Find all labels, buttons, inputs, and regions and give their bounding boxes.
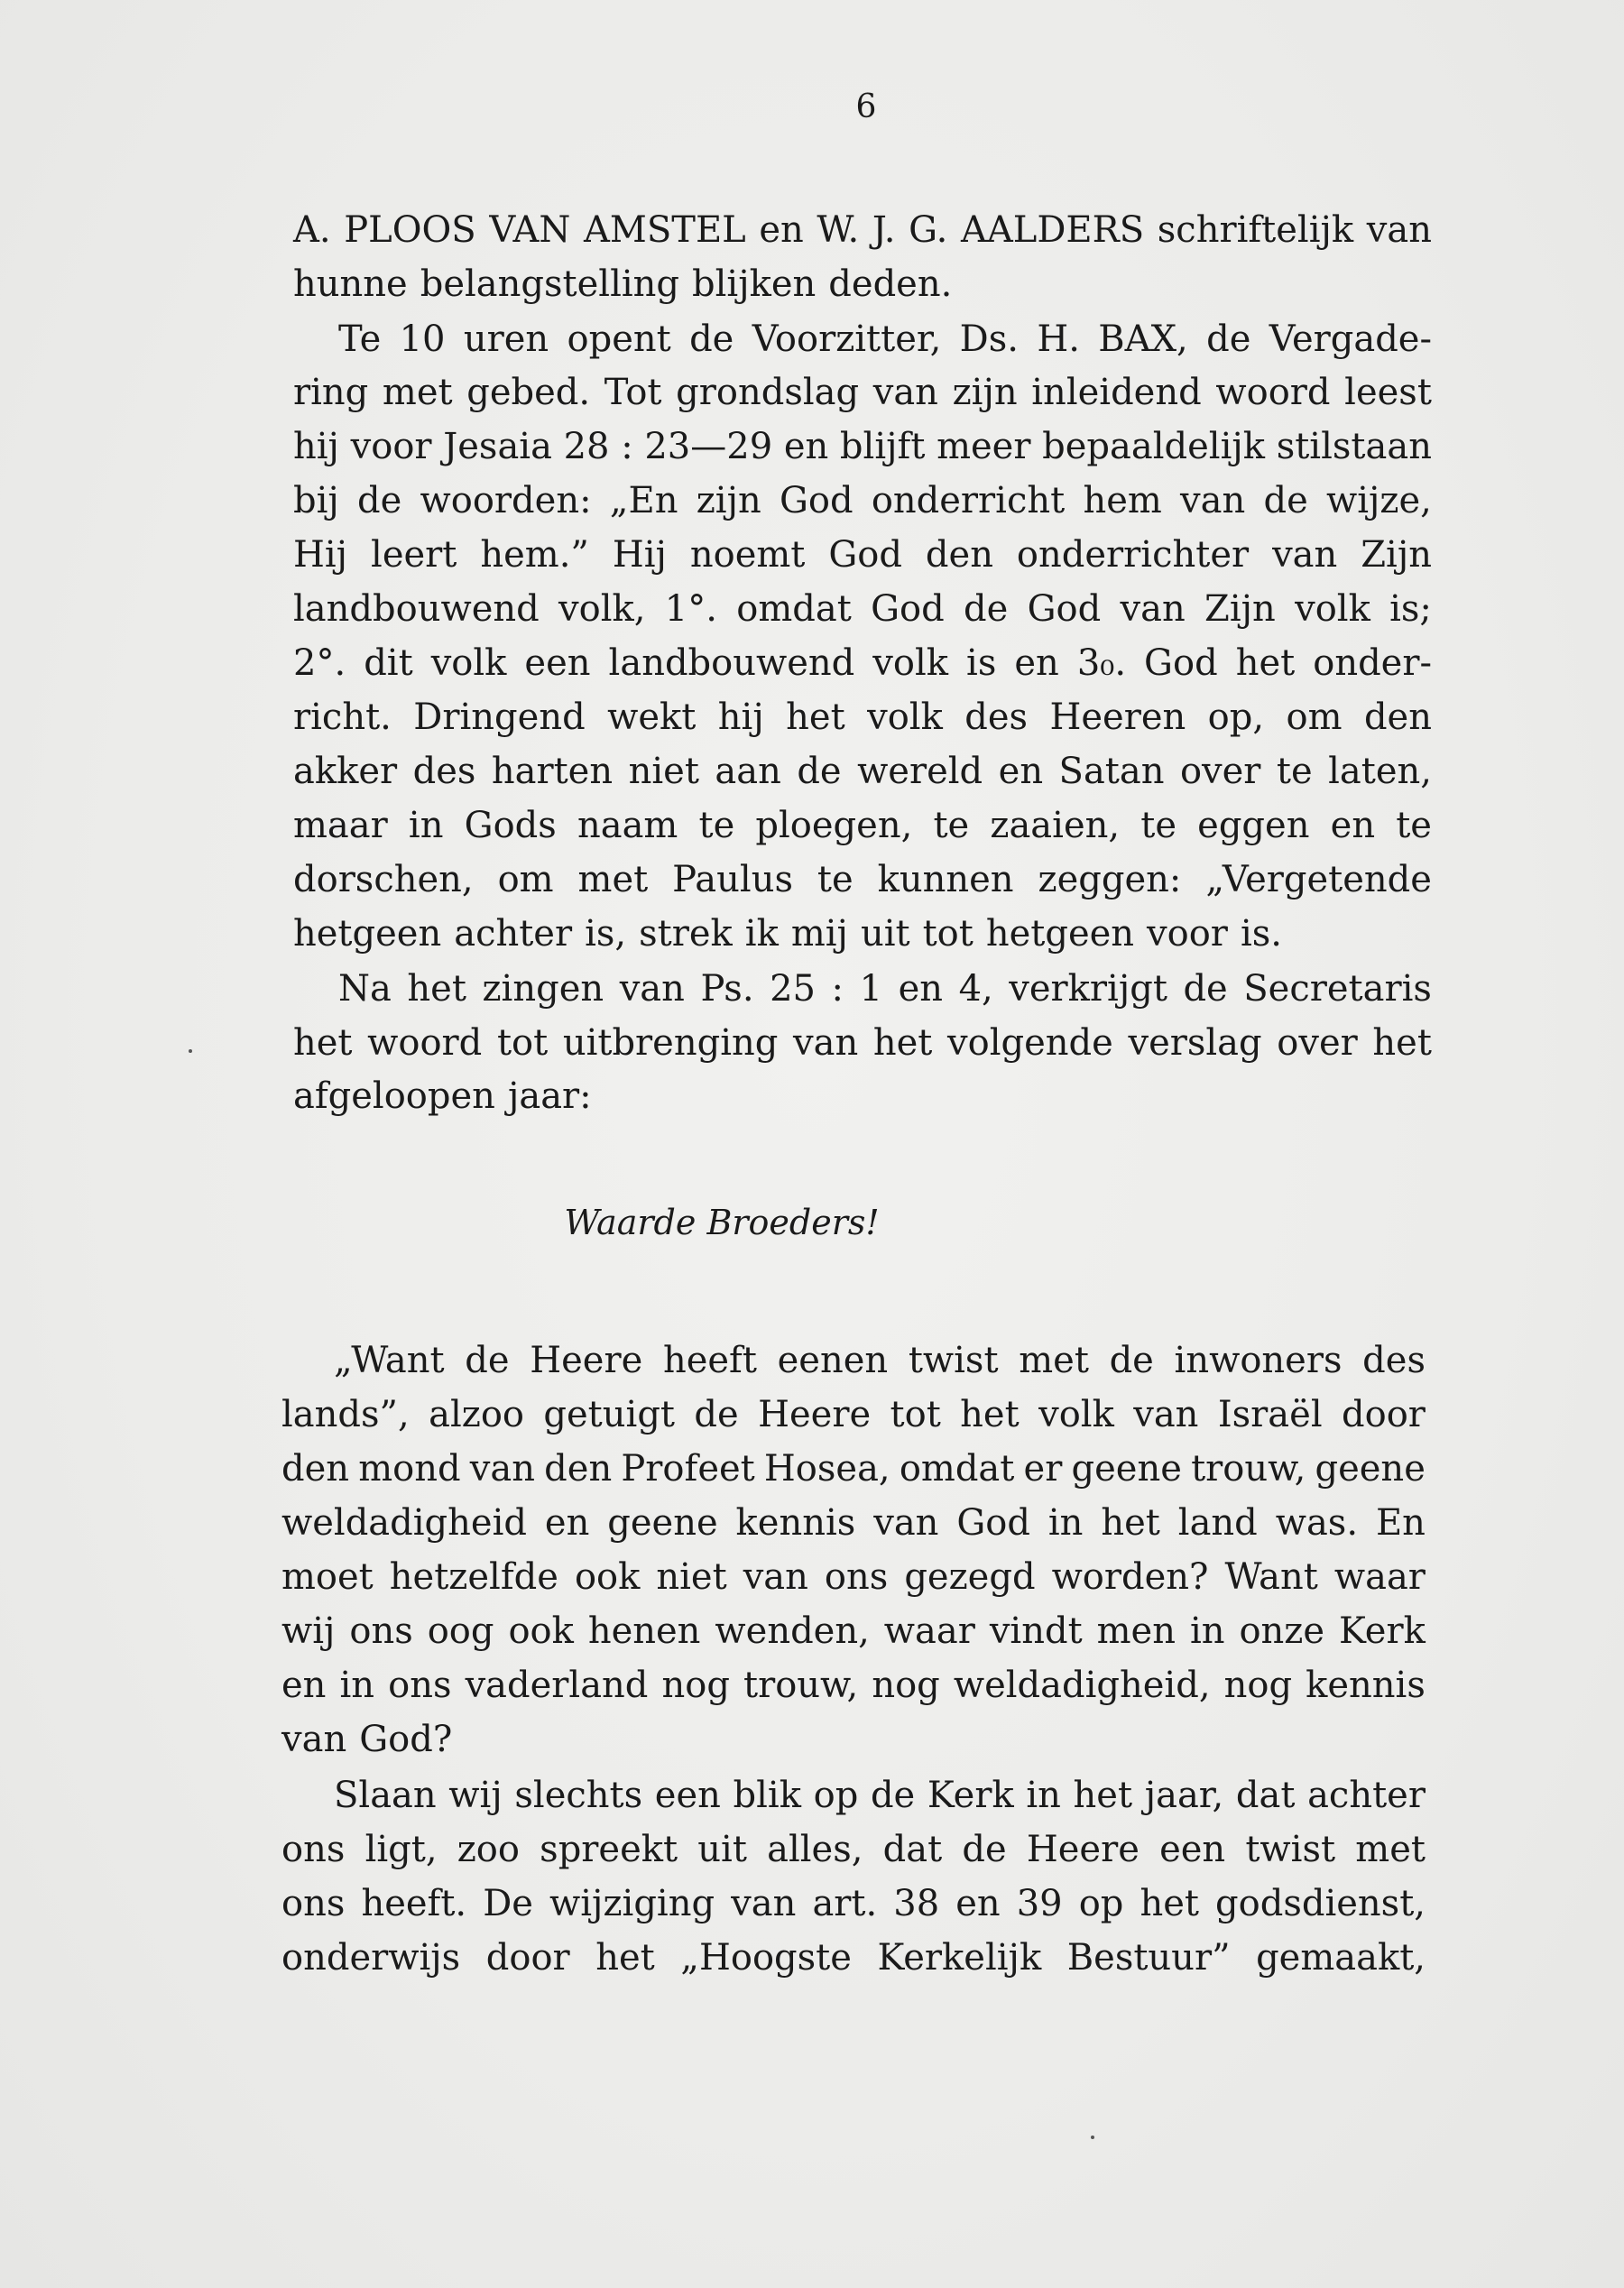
text-line: Te 10 uren opent de Voorzitter, Ds. H. BAX, de Vergade- [338, 318, 1432, 360]
paper-speck [189, 1049, 192, 1053]
text-line: onderwijs door het „Hoogste Kerkelijk Bestuur” gemaakt, [281, 1937, 1426, 1979]
text-line: „Want de Heere heeft eenen twist met de inwoners des [334, 1340, 1426, 1381]
text-line: Na het zingen van Ps. 25 : 1 en 4, verkrijgt de Secretaris [338, 968, 1432, 1010]
text-line: Slaan wij slechts een blik op de Kerk in het jaar, dat achter [334, 1775, 1426, 1816]
text-line: bij de woorden: „En zijn God onderricht hem van de wijze, [293, 480, 1432, 521]
text-line: van God? [281, 1719, 453, 1760]
text-line: lands”, alzoo getuigt de Heere tot het volk van Israël door [281, 1394, 1426, 1435]
text-line: hunne belangstelling blijken deden. [293, 263, 953, 305]
text-line: akker des harten niet aan de wereld en Satan over te laten, [293, 751, 1432, 792]
letter-salutation: Waarde Broeders! [564, 1203, 880, 1242]
text-line: hij voor Jesaia 28 : 23—29 en blijft meer bepaaldelijk stilstaan [293, 426, 1432, 467]
text-line: moet hetzelfde ook niet van ons gezegd worden? Want waar [281, 1556, 1426, 1598]
text-line: Hij leert hem.” Hij noemt God den onderrichter van Zijn [293, 534, 1432, 576]
text-line: dorschen, om met Paulus te kunnen zeggen: „Vergetende [293, 859, 1432, 900]
page-number: 6 [855, 88, 877, 125]
text-line: 2°. dit volk een landbouwend volk is en 3₀. God het onder- [293, 642, 1432, 684]
text-line: A. PLOOS VAN AMSTEL en W. J. G. AALDERS schriftelijk van [293, 209, 1432, 251]
text-line: ring met gebed. Tot grondslag van zijn inleidend woord leest [293, 372, 1432, 413]
text-line: wij ons oog ook henen wenden, waar vindt men in onze Kerk [281, 1610, 1426, 1652]
text-line: richt. Dringend wekt hij het volk des Heeren op, om den [293, 697, 1432, 738]
text-line: afgeloopen jaar: [293, 1075, 592, 1117]
text-line: hetgeen achter is, strek ik mij uit tot hetgeen voor is. [293, 913, 1282, 955]
text-line: maar in Gods naam te ploegen, te zaaien, te eggen en te [293, 805, 1432, 846]
text-line: en in ons vaderland nog trouw, nog weldadigheid, nog kennis [281, 1665, 1426, 1706]
text-line: ons ligt, zoo spreekt uit alles, dat de Heere een twist met [281, 1829, 1426, 1870]
paper-speck [1091, 2136, 1094, 2139]
text-line: het woord tot uitbrenging van het volgende verslag over het [293, 1022, 1432, 1064]
text-line: den mond van den Profeet Hosea, omdat er geene trouw, geene [281, 1448, 1426, 1490]
text-line: ons heeft. De wijziging van art. 38 en 39 op het godsdienst, [281, 1883, 1426, 1924]
text-line: landbouwend volk, 1°. omdat God de God van Zijn volk is; [293, 588, 1432, 630]
text-line: weldadigheid en geene kennis van God in het land was. En [281, 1502, 1426, 1544]
